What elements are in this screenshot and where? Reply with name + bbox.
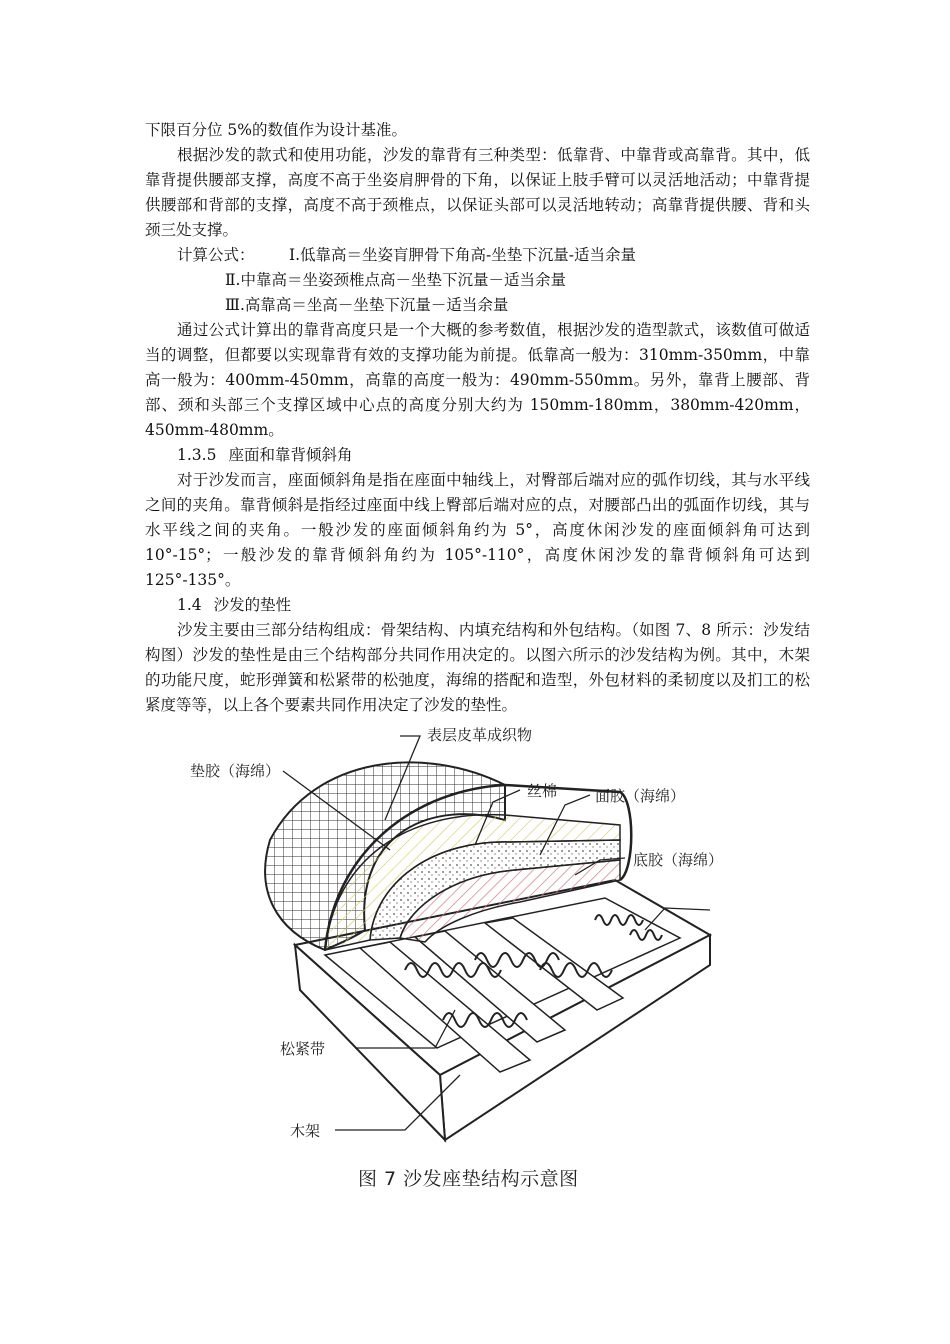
section-title: 沙发的垫性 — [213, 596, 292, 614]
paragraph: 下限百分位 5%的数值作为设计基准。 — [145, 121, 408, 139]
formula-2: Ⅱ.中靠高＝坐姿颈椎点高－坐垫下沉量－适当余量 — [225, 271, 566, 289]
paragraph: 根据沙发的款式和使用功能，沙发的靠背有三种类型：低靠背、中靠背或高靠背。其中，低靠背提供腰部支撑，高度不高于坐姿肩胛骨的下角，以保证上肢手臂可以灵活地活动；中靠背提供腰部和背部的支撑，高度不高于颈椎点，以保证头部可以灵活地转动；高靠背提供腰、背和头颈三处支撑。 — [145, 146, 810, 239]
body-text — [145, 118, 810, 718]
label-surface: 表层皮革成织物 — [427, 726, 533, 744]
section-title: 座面和靠背倾斜角 — [228, 446, 353, 464]
figure-caption: 图 7 沙发座垫结构示意图 — [358, 1168, 579, 1190]
label-face-foam: 面胶（海绵） — [595, 787, 686, 805]
formula-3: Ⅲ.高靠高＝坐高－坐垫下沉量－适当余量 — [225, 296, 509, 314]
label-wood-frame: 木架 — [290, 1122, 321, 1140]
paragraph: 沙发主要由三部分结构组成：骨架结构、内填充结构和外包结构。（如图 7、8 所示：沙发结构图）沙发的垫性是由三个结构部分共同作用决定的。以图六所示的沙发结构为例。其中，木架的功能尺度，蛇形弹簧和松紧带的松弛度，海绵的搭配和造型，外包材料的柔韧度以及扪工的松紧度等等，以上各个要素共同作用决定了沙发的垫性。 — [145, 621, 810, 714]
formula-line — [145, 243, 810, 268]
formula-label: 计算公式： — [177, 246, 255, 264]
section-number: 1.4 — [177, 596, 202, 614]
sofa-cushion-figure — [175, 726, 775, 1195]
formula-1: Ⅰ.低靠高＝坐姿肓胛骨下角高-坐垫下沉量-适当余量 — [289, 246, 637, 264]
label-pad-foam: 垫胶（海绵） — [190, 762, 281, 780]
section-heading — [145, 443, 810, 468]
label-elastic-band: 松紧带 — [280, 1040, 326, 1058]
section-number: 1.3.5 — [177, 446, 217, 464]
label-base-foam: 底胶（海绵） — [633, 851, 724, 869]
paragraph: 通过公式计算出的靠背高度只是一个大概的参考数值，根据沙发的造型款式，该数值可做适当的调整，但都要以实现靠背有效的支撑功能为前提。低靠高一般为：310mm-350mm，中靠高一般为：400mm-450mm，高靠的高度一般为：490mm-550mm。另外，靠背上腰部、背部、颈和头部三个支撑区域中心点的高度分别大约为 150mm-180mm，380mm-420mm，450mm-480mm。 — [145, 321, 810, 439]
label-silk-cotton: 丝棉 — [527, 782, 558, 800]
section-heading — [145, 593, 810, 618]
paragraph: 对于沙发而言，座面倾斜角是指在座面中轴线上，对臀部后端对应的弧作切线，其与水平线之间的夹角。靠背倾斜是指经过座面中线上臀部后端对应的点，对腰部凸出的弧面作切线，其与水平线之间的夹角。一般沙发的座面倾斜角约为 5°，高度休闲沙发的座面倾斜角可达到 10°-15°；一般沙发的靠背倾斜角约为 105°-110°，高度休闲沙发的靠背倾斜角可达到 125°-135°。 — [145, 471, 810, 589]
